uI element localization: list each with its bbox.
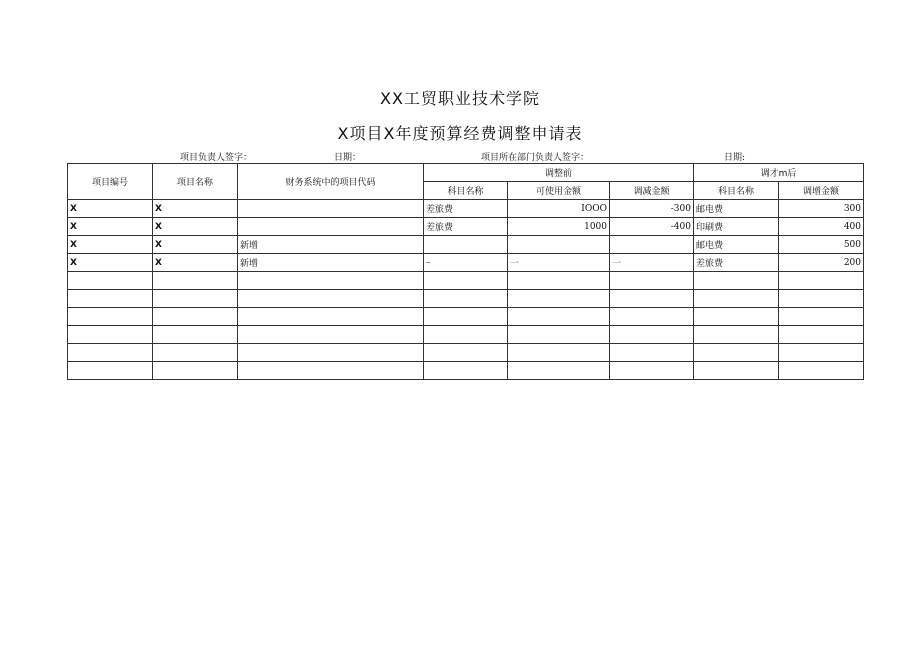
cell-available-amount: IOOO [508, 200, 610, 218]
cell-finance-code: 新增 [238, 236, 424, 254]
cell-increase-amount: 500 [779, 236, 864, 254]
empty-row [68, 290, 864, 308]
cell-finance-code [238, 200, 424, 218]
cell-increase-amount: 300 [779, 200, 864, 218]
cell-subject-before: – [424, 254, 508, 272]
cell-subject-after: 邮电费 [694, 200, 779, 218]
cell-project-name: X [153, 218, 238, 236]
cell-project-name: X [153, 200, 238, 218]
cell-finance-code [238, 218, 424, 236]
cell-subject-after: 印刷费 [694, 218, 779, 236]
cell-decrease-amount: -300 [610, 200, 694, 218]
dept-lead-signature-label: 项目所在部门负责人签字： [481, 153, 590, 163]
header-subject-after: 科目名称 [694, 182, 779, 200]
table-row [68, 254, 864, 272]
budget-adjustment-table [67, 163, 864, 380]
header-decrease-amount: 调减金额 [610, 182, 694, 200]
cell-subject-after: 邮电费 [694, 236, 779, 254]
institution-title: XX工贸职业技术学院 [380, 89, 540, 108]
header-project-no: 项目编号 [68, 164, 153, 200]
header-project-name: 项目名称 [153, 164, 238, 200]
date-label-1: 日期： [334, 153, 362, 163]
cell-project-name: X [153, 254, 238, 272]
header-available-amount: 可使用金额 [508, 182, 610, 200]
cell-project-no: X [68, 236, 153, 254]
header-after-adjustment: 调才m后 [694, 164, 864, 182]
empty-row [68, 326, 864, 344]
header-increase-amount: 调增金额 [779, 182, 864, 200]
cell-project-name: X [153, 236, 238, 254]
empty-row [68, 272, 864, 290]
empty-row [68, 308, 864, 326]
cell-available-amount: 一 [508, 254, 610, 272]
cell-subject-before: 差旅费 [424, 200, 508, 218]
table-row [68, 236, 864, 254]
empty-row [68, 344, 864, 362]
cell-decrease-amount: -400 [610, 218, 694, 236]
cell-available-amount: 1000 [508, 218, 610, 236]
form-title: X项目X年度预算经费调整申请表 [337, 124, 583, 143]
cell-subject-before [424, 236, 508, 254]
cell-increase-amount: 200 [779, 254, 864, 272]
cell-decrease-amount: 一 [610, 254, 694, 272]
table-row [68, 218, 864, 236]
cell-subject-after: 差旅费 [694, 254, 779, 272]
header-finance-code: 财务系统中的项目代码 [238, 164, 424, 200]
table-row [68, 200, 864, 218]
date-label-2: 日期: [724, 153, 746, 163]
cell-project-no: X [68, 200, 153, 218]
cell-decrease-amount [610, 236, 694, 254]
cell-project-no: X [68, 254, 153, 272]
header-before-adjustment: 调整前 [424, 164, 694, 182]
cell-available-amount [508, 236, 610, 254]
cell-project-no: X [68, 218, 153, 236]
cell-subject-before: 差旅费 [424, 218, 508, 236]
cell-increase-amount: 400 [779, 218, 864, 236]
project-lead-signature-label: 项目负责人签字： [180, 153, 253, 163]
empty-row [68, 362, 864, 380]
cell-finance-code: 新增 [238, 254, 424, 272]
header-subject-before: 科目名称 [424, 182, 508, 200]
